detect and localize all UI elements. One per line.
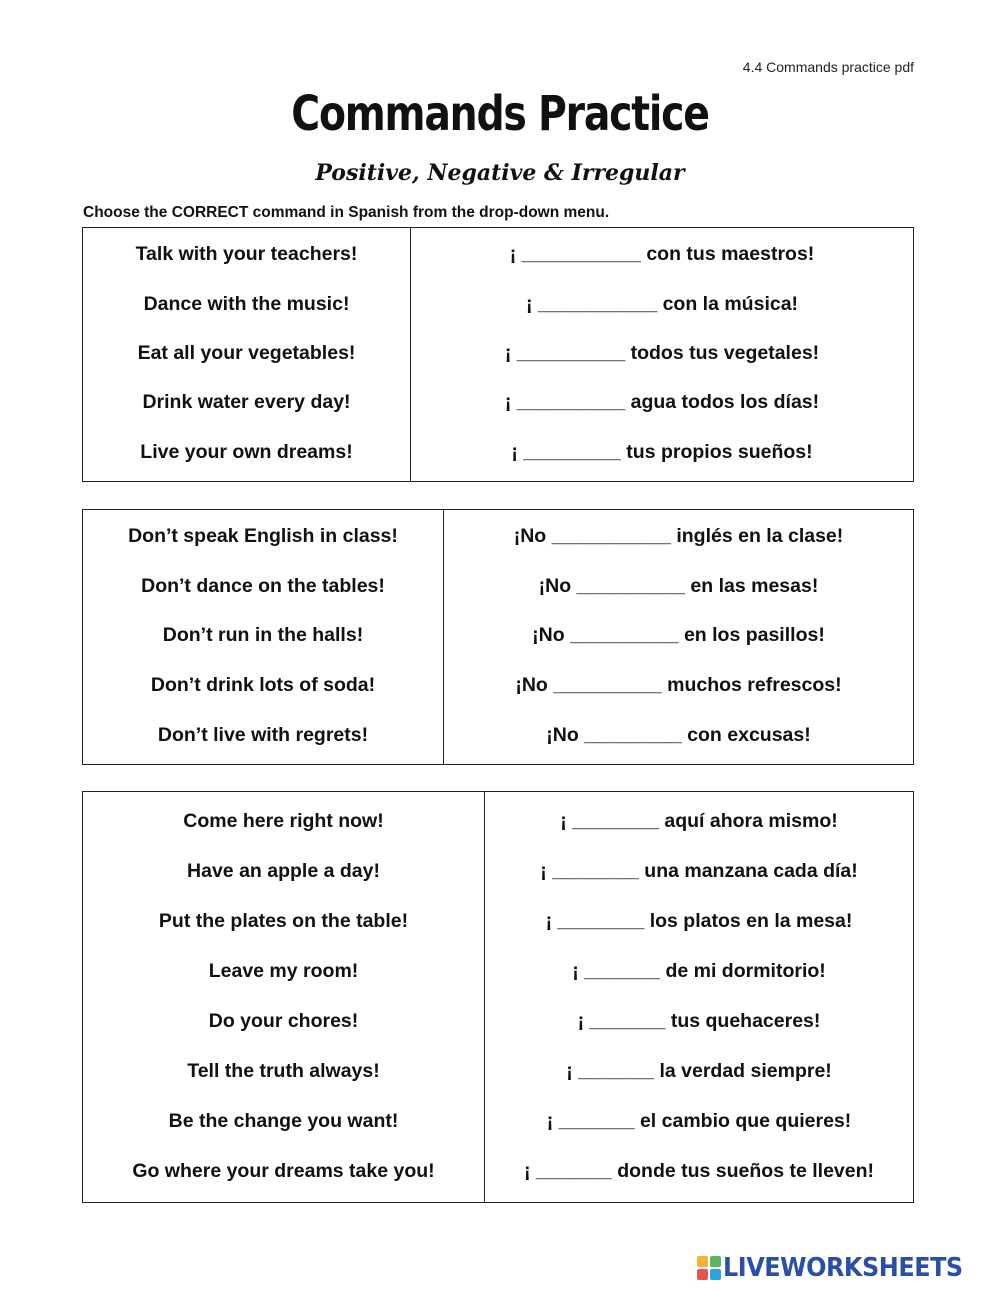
english-column <box>83 228 411 481</box>
english-column <box>83 510 444 764</box>
spanish-blank-sentence[interactable]: ¡No _________ con excusas! <box>546 723 811 746</box>
spanish-blank-sentence[interactable]: ¡No ___________ inglés en la clase! <box>513 525 844 548</box>
english-prompt: Leave my room! <box>208 959 359 982</box>
logo-square-yellow <box>697 1256 708 1267</box>
logo-square-blue <box>710 1269 721 1280</box>
page-subtitle: Positive, Negative & Irregular <box>315 160 685 186</box>
spanish-blank-sentence[interactable]: ¡ _______ de mi dormitorio! <box>572 959 826 982</box>
english-prompt: Don’t dance on the tables! <box>141 574 385 597</box>
english-prompt: Drink water every day! <box>142 391 351 414</box>
file-label: 4.4 Commands practice pdf <box>742 59 914 75</box>
spanish-blank-sentence[interactable]: ¡No __________ en las mesas! <box>538 574 819 597</box>
spanish-column <box>411 228 913 481</box>
logo-square-green <box>710 1256 721 1267</box>
english-prompt: Talk with your teachers! <box>135 243 358 266</box>
spanish-column <box>444 510 913 764</box>
spanish-blank-sentence[interactable]: ¡ __________ agua todos los días! <box>504 391 820 414</box>
exercise-table-negative <box>82 509 914 765</box>
logo-mark-icon <box>697 1256 721 1280</box>
english-column <box>83 792 485 1202</box>
page-title: Commands Practice <box>291 86 709 142</box>
english-prompt: Don’t speak English in class! <box>128 525 398 548</box>
spanish-blank-sentence[interactable]: ¡ ________ aquí ahora mismo! <box>560 809 838 832</box>
spanish-blank-sentence[interactable]: ¡No __________ en los pasillos! <box>532 624 825 647</box>
english-prompt: Come here right now! <box>183 809 384 832</box>
instructions: Choose the CORRECT command in Spanish from the drop-down menu. <box>83 204 610 221</box>
exercise-table-irregular <box>82 791 914 1203</box>
liveworksheets-logo[interactable] <box>697 1253 984 1283</box>
logo-wordmark: LIVEWORKSHEETS <box>723 1253 963 1283</box>
spanish-blank-sentence[interactable]: ¡ _______ el cambio que quieres! <box>546 1109 852 1132</box>
english-prompt: Put the plates on the table! <box>158 909 409 932</box>
spanish-blank-sentence[interactable]: ¡ _______ donde tus sueños te lleven! <box>523 1159 875 1182</box>
english-prompt: Eat all your vegetables! <box>137 341 356 364</box>
spanish-blank-sentence[interactable]: ¡ _______ la verdad siempre! <box>566 1059 832 1082</box>
exercise-table-positive <box>82 227 914 482</box>
spanish-column <box>485 792 913 1202</box>
spanish-blank-sentence[interactable]: ¡ ___________ con tus maestros! <box>509 243 815 266</box>
english-prompt: Be the change you want! <box>168 1109 399 1132</box>
english-prompt: Tell the truth always! <box>187 1059 380 1082</box>
spanish-blank-sentence[interactable]: ¡ ________ una manzana cada día! <box>540 859 858 882</box>
spanish-blank-sentence[interactable]: ¡ ___________ con la música! <box>525 292 799 315</box>
english-prompt: Go where your dreams take you! <box>132 1159 435 1182</box>
english-prompt: Dance with the music! <box>143 292 350 315</box>
spanish-blank-sentence[interactable]: ¡No __________ muchos refrescos! <box>515 674 842 697</box>
english-prompt: Don’t live with regrets! <box>157 723 369 746</box>
spanish-blank-sentence[interactable]: ¡ _______ tus quehaceres! <box>577 1009 821 1032</box>
english-prompt: Don’t run in the halls! <box>162 624 364 647</box>
spanish-blank-sentence[interactable]: ¡ __________ todos tus vegetales! <box>504 341 820 364</box>
english-prompt: Do your chores! <box>208 1009 359 1032</box>
english-prompt: Don’t drink lots of soda! <box>150 674 376 697</box>
english-prompt: Have an apple a day! <box>187 859 380 882</box>
logo-square-red <box>697 1269 708 1280</box>
spanish-blank-sentence[interactable]: ¡ ________ los platos en la mesa! <box>545 909 853 932</box>
spanish-blank-sentence[interactable]: ¡ _________ tus propios sueños! <box>511 440 813 463</box>
english-prompt: Live your own dreams! <box>140 440 353 463</box>
